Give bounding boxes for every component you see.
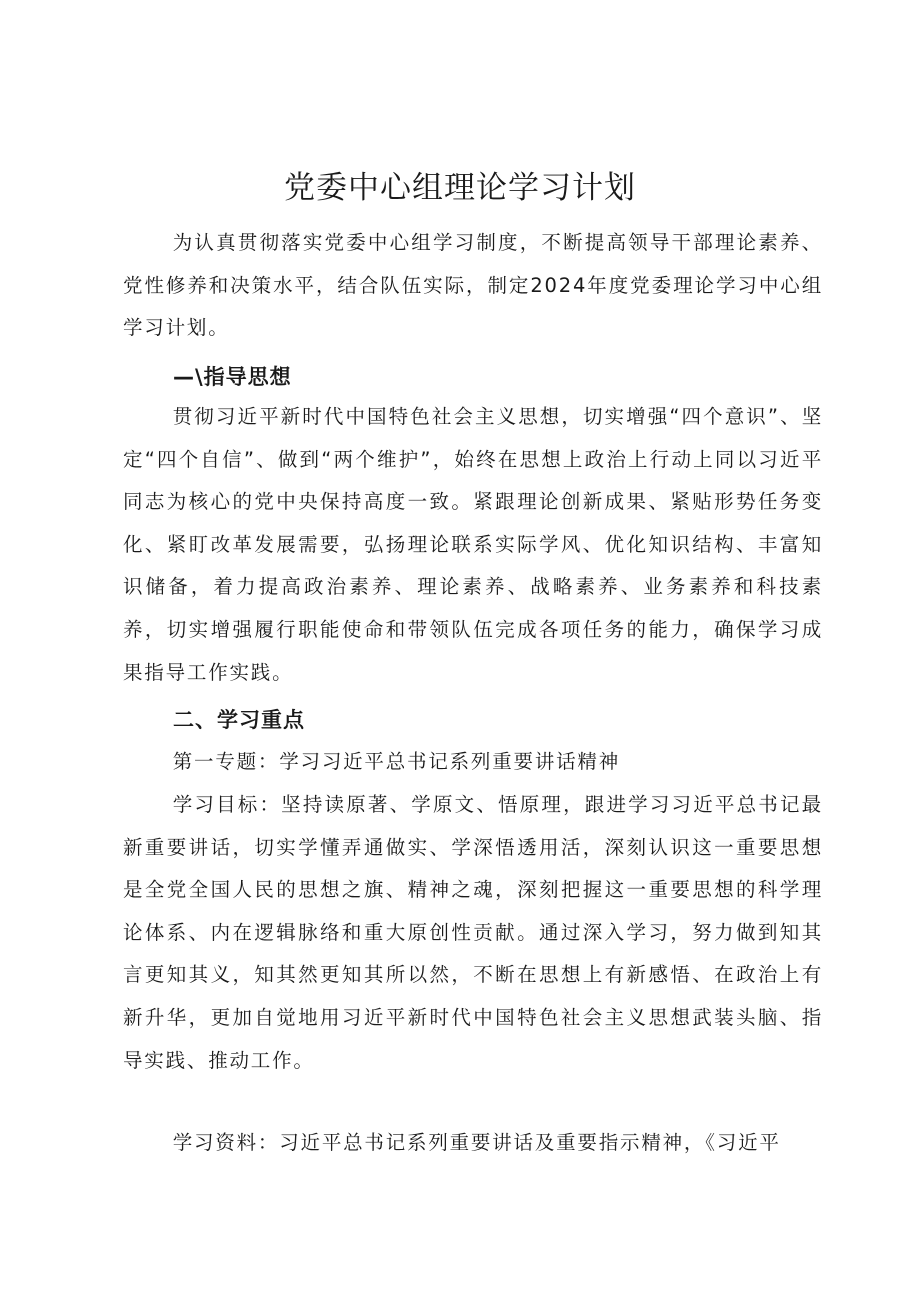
study-material-paragraph: 学习资料：习近平总书记系列重要讲话及重要指示精神，《习近平	[172, 1131, 781, 1154]
study-goal-paragraph: 学习目标：坚持读原著、学原文、悟原理，跟进学习习近平总书记最新重要讲话，切实学懂弄通做实、学深悟透用活，深刻认识这一重要思想是全党全国人民的思想之旗、精神之魂，深刻把握这一重要思想的科学理论体系、内在逻辑脉络和重大原创性贡献。通过深入学习，努力做到知其言更知其义，知其然更知其所以然，不断在思想上有新感悟、在政治上有新升华，更加自觉地用习近平新时代中国特色社会主义思想武装头脑、指导实践、推动工作。	[123, 793, 823, 1072]
section-heading-study-focus: 二、学习重点	[173, 708, 305, 732]
intro-paragraph: 为认真贯彻落实党委中心组学习制度，不断提高领导干部理论素养、党性修养和决策水平，结合队伍实际，制定2024年度党委理论学习中心组学习计划。	[123, 231, 823, 340]
document-title: 党委中心组理论学习计划	[284, 170, 636, 206]
guiding-ideology-paragraph: 贯彻习近平新时代中国特色社会主义思想，切实增强“四个意识”、坚定“四个自信”、做到“两个维护”，始终在思想上政治上行动上同以习近平同志为核心的党中央保持高度一致。紧跟理论创新成果、紧贴形势任务变化、紧盯改革发展需要，弘扬理论联系实际学风、优化知识结构、丰富知识储备，着力提高政治素养、理论素养、战略素养、业务素养和科技素养，切实增强履行职能使命和带领队伍完成各项任务的能力，确保学习成果指导工作实践。	[123, 405, 823, 684]
topic-paragraph: 第一专题：学习习近平总书记系列重要讲话精神	[172, 750, 621, 773]
section-heading-guiding-ideology: —\指导思想	[173, 365, 292, 389]
